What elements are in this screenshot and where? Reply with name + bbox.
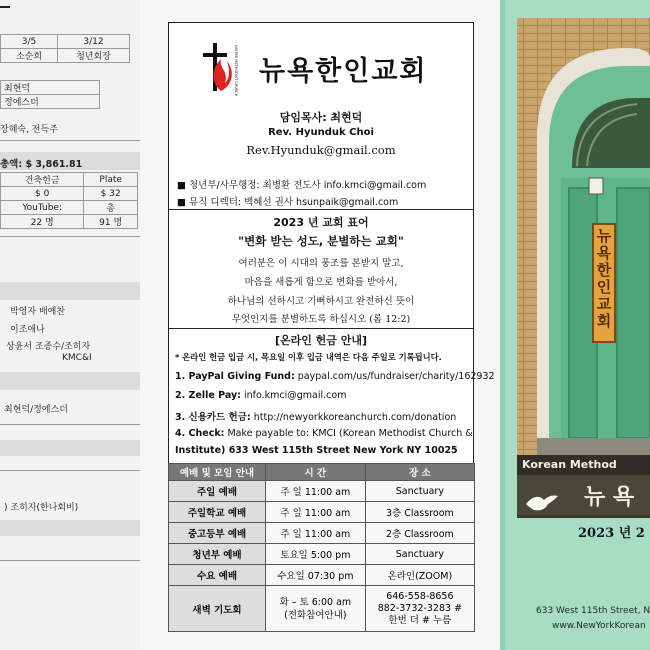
cross-flame-icon: [199, 37, 245, 99]
right-panel: [500, 0, 650, 650]
schedule-header: 시 간: [266, 464, 366, 481]
pay-label: 1. PayPal Giving Fund:: [175, 371, 295, 382]
table-row: [169, 586, 475, 632]
offering-value: $ 0: [1, 187, 84, 201]
staff-line: 이조애나: [10, 325, 45, 335]
service-time: 주 일 11:00 am: [266, 523, 366, 544]
online-offering-box: [168, 328, 495, 464]
attend-value: 91 명: [84, 215, 138, 229]
cover-title: 뉴 욕: [584, 485, 635, 510]
service-time: 토요일 5:00 pm: [266, 544, 366, 565]
pastor-email: Rev.Hyunduk@gmail.com: [246, 143, 396, 157]
check-address: Institute) 633 West 115th Street New York NY 10025: [175, 445, 458, 456]
center-panel: [140, 0, 500, 650]
offering-value: $ 32: [84, 187, 138, 201]
role-cell: 청년회장: [58, 49, 130, 63]
pay-label: 2. Zelle Pay:: [175, 390, 241, 401]
cover-address: 633 West 115th Street, N: [536, 606, 650, 616]
service-name: 중고등부 예배: [169, 523, 266, 544]
table-row: [169, 565, 475, 586]
logo-text: UNITED METHODIST CHURCH: [234, 45, 238, 97]
service-name: 수요 예배: [169, 565, 266, 586]
zelle-email[interactable]: info.kmci@gmail.com: [243, 390, 347, 401]
motto-main: "변화 받는 성도, 분별하는 교회": [238, 234, 404, 248]
attend-header: YouTube:: [1, 201, 84, 215]
service-time: 주 일 11:00 am: [266, 481, 366, 502]
total-amount: 총액: $ 3,861.81: [0, 159, 83, 170]
donation-link[interactable]: http://newyorkkoreanchurch.com/donation: [253, 412, 457, 423]
left-panel: [0, 0, 140, 650]
pay-label: 3. 신용카드 헌금:: [175, 412, 251, 423]
offering-table: [0, 172, 138, 229]
contact-line: ■ 뮤직 디렉터: 백혜선 권사 hsunpaik@gmail.com: [177, 197, 399, 208]
online-note: * 온라인 헌금 입금 시, 목요일 이후 입금 내역은 다음 주일로 기록됩니다.: [175, 352, 442, 362]
divider: [0, 236, 140, 237]
pay-label: 4. Check:: [175, 428, 225, 439]
verse-line: 마음을 새롭게 함으로 변화를 받아서,: [244, 277, 398, 288]
shaded-row: [0, 440, 140, 456]
motto-box: [168, 209, 474, 329]
shaded-row: [0, 520, 140, 536]
service-place: 3층 Classroom: [365, 502, 474, 523]
table-row: [169, 544, 475, 565]
service-name: 주일학교 예배: [169, 502, 266, 523]
service-name: 새벽 기도회: [169, 586, 266, 632]
dawn-code-note: 한번 더 # 누름: [388, 614, 452, 626]
divider: [0, 140, 140, 141]
bottom-line: ) 조히자(한나회비): [4, 503, 79, 513]
offering-header: 건축헌금: [1, 173, 84, 187]
divider: [0, 424, 140, 425]
attend-value: 22 명: [1, 215, 84, 229]
schedule-table: [168, 463, 475, 632]
dove-icon: [524, 490, 560, 514]
duty-table: [0, 34, 130, 63]
names-line: 장혜숙, 전득주: [0, 125, 58, 135]
name-cell: 정에스더: [1, 95, 100, 109]
staff-line: KMC&I: [62, 353, 92, 363]
offering-header: Plate: [84, 173, 138, 187]
role-cell: 소순희: [1, 49, 58, 63]
schedule-header: 예배 및 모임 안내: [169, 464, 266, 481]
dawn-phone-note: (전화참여안내): [284, 609, 347, 621]
church-sign: 뉴욕한인교회: [596, 227, 612, 330]
shaded-row: [0, 372, 140, 390]
service-place: Sanctuary: [365, 481, 474, 502]
service-name: 주일 예배: [169, 481, 266, 502]
service-time: 수요일 07:30 pm: [266, 565, 366, 586]
cover-website[interactable]: www.NewYorkKorean: [552, 621, 646, 631]
pastor-kr: 담임목사: 최현덕: [279, 111, 363, 124]
fold-edge: [500, 0, 505, 650]
contact-line: ■ 청년부/사무행정: 최병환 전도사 info.kmci@gmail.com: [177, 180, 427, 191]
online-title: [온라인 헌금 안내]: [274, 334, 368, 347]
staff-line: 박영자 배예찬: [10, 307, 66, 317]
service-place: Sanctuary: [365, 544, 474, 565]
divider: [0, 560, 140, 561]
dawn-time: 화 – 토 6:00 am: [279, 596, 352, 608]
shaded-row: [0, 282, 140, 300]
date-cell: 3/5: [1, 35, 58, 49]
table-row: [169, 481, 475, 502]
name-cell: 최현덕: [1, 81, 100, 95]
verse-line: 여러분은 이 시대의 풍조를 본받지 말고,: [238, 258, 404, 269]
church-name: 뉴욕한인교회: [259, 56, 428, 87]
dawn-code: 882-3732-3283 #: [377, 602, 463, 614]
check-info: Make payable to: KMCI (Korean Methodist Church &: [227, 428, 473, 439]
table-row: [169, 523, 475, 544]
banner-title: Korean Method: [522, 458, 617, 471]
paypal-link[interactable]: paypal.com/us/fundraiser/charity/162932: [297, 371, 495, 382]
table-row: [169, 502, 475, 523]
service-place: 온라인(ZOOM): [365, 565, 474, 586]
service-time: 주 일 11:00 am: [266, 502, 366, 523]
divider: [0, 470, 140, 471]
pastor-en: Rev. Hyunduk Choi: [268, 127, 374, 138]
service-name: 청년부 예배: [169, 544, 266, 565]
dawn-phone: 646-558-8656: [386, 590, 454, 602]
cover-year: 2023 년 2: [578, 526, 645, 541]
header-box: [168, 22, 474, 210]
names-table: [0, 80, 100, 109]
pastors-line: 최현덕/정에스더: [4, 405, 68, 415]
dash-mark: [0, 6, 10, 8]
church-door-photo: [517, 18, 650, 518]
attend-header: 총: [84, 201, 138, 215]
service-place: 2층 Classroom: [365, 523, 474, 544]
date-cell: 3/12: [58, 35, 130, 49]
staff-line: 상윤서 조종수/조히자: [6, 342, 91, 352]
motto-title: 2023 년 교회 표어: [273, 216, 369, 229]
verse-line: 무엇인지를 분별하도록 하십시오 (롬 12:2): [231, 314, 411, 325]
schedule-header: 장 소: [365, 464, 474, 481]
verse-line: 하나님의 선하시고 기뻐하시고 완전하신 뜻이: [227, 296, 415, 307]
